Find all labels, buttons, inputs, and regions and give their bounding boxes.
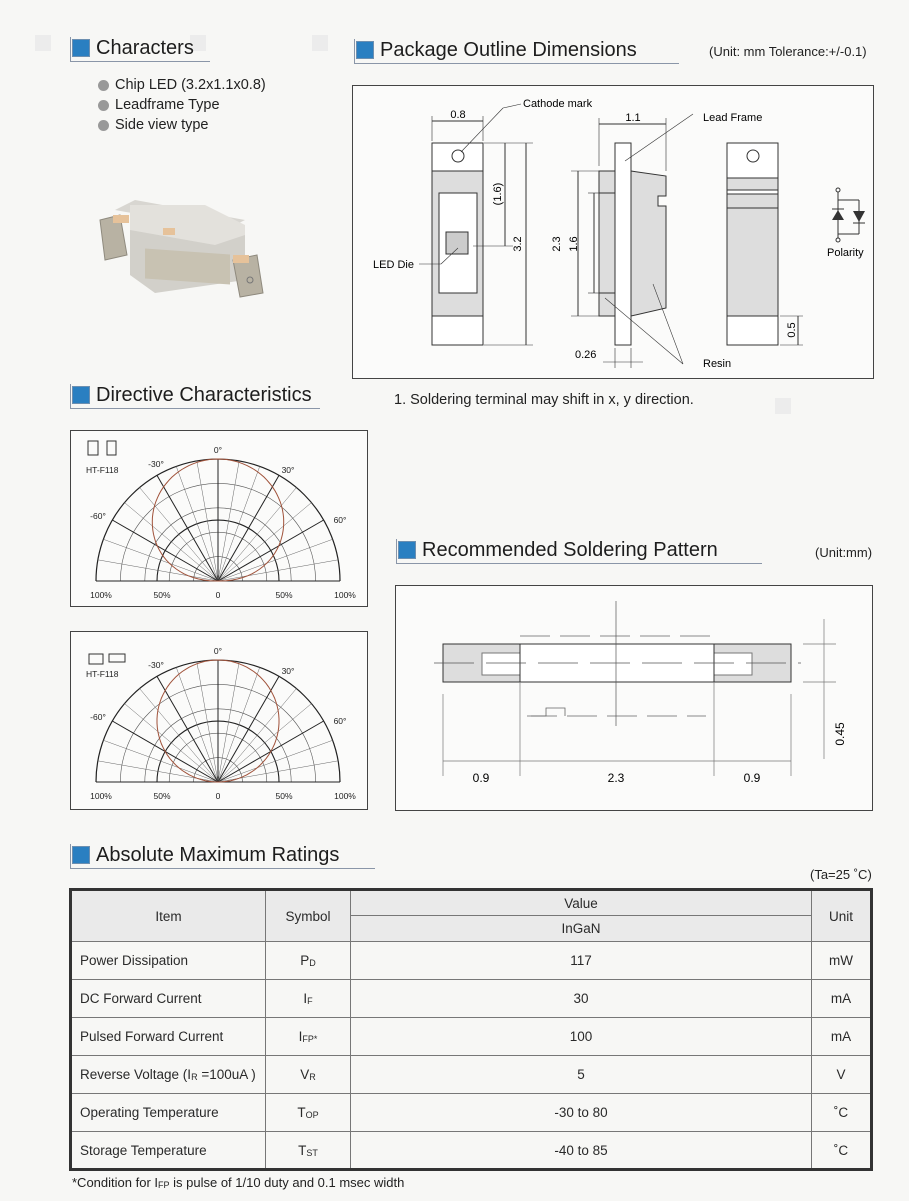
back-view [727,143,803,345]
table-row [71,1018,872,1056]
bullet-icon [98,100,109,111]
cell-item: Reverse Voltage (IR =100uA ) [71,1056,266,1094]
cell-value: 30 [351,980,812,1018]
polarity-label: Polarity [827,247,864,259]
dim-right-pad: 0.9 [743,771,761,785]
package-note: 1. Soldering terminal may shift in x, y direction. [394,392,694,408]
header-value-material: InGaN [351,916,812,942]
soldering-heading: Recommended Soldering Pattern [396,538,762,564]
radial-label: 100% [90,791,112,801]
dim-left-pad: 0.9 [472,771,490,785]
cell-symbol: IF [266,980,351,1018]
radial-label: 0 [215,791,221,801]
soldering-unit-note: (Unit:mm) [815,545,873,560]
header-item: Item [71,890,266,942]
section-marker-icon [398,541,416,559]
header-value: Value [351,890,812,916]
dim-pad-height: 0.45 [833,722,847,746]
ratings-footnote: *Condition for IFP is pulse of 1/10 duty and 0.1 msec width [72,1175,405,1190]
led-side-view-icon [107,441,116,455]
dim-inner-height: 1.6 [568,236,580,252]
package-outline-heading: Package Outline Dimensions [354,38,679,64]
angle-label: -60° [90,712,106,722]
angle-label: 30° [281,666,295,676]
directive-chart-2 [70,631,368,810]
led-top-view-icon [89,654,103,664]
radiation-pattern-chart [71,431,367,606]
cell-symbol: IFP* [266,1018,351,1056]
cell-unit: ˚C [812,1094,872,1132]
dim-resin-height: 2.3 [551,236,563,252]
radiation-pattern-chart [71,632,367,809]
background-mark [312,35,328,51]
dim-center: 2.3 [607,771,625,785]
cell-value: -30 to 80 [351,1094,812,1132]
radial-label: 100% [334,791,356,801]
radial-label: 100% [90,590,112,600]
cell-symbol: TOP [266,1094,351,1132]
angle-label: -30° [148,660,164,670]
dim-terminal-height: 0.5 [786,322,798,338]
section-marker-icon [72,386,90,404]
radial-label: 100% [334,590,356,600]
diode-icon [832,210,844,220]
dim-length: 3.2 [512,236,524,252]
radial-label: 0 [215,590,221,600]
cell-symbol: TST [266,1132,351,1170]
led-die-label: LED Die [373,259,414,271]
bullet-icon [98,120,109,131]
cell-value: 5 [351,1056,812,1094]
cell-unit: V [812,1056,872,1094]
radial-label: 50% [275,590,293,600]
zener-diode-icon [853,211,865,222]
angle-label: 30° [281,465,295,475]
characters-bullet: Chip LED (3.2x1.1x0.8) [98,75,266,95]
angle-label: -60° [90,511,106,521]
directive-heading: Directive Characteristics [70,383,320,409]
cathode-mark-label: Cathode mark [523,98,593,110]
soldering-drawing-frame [395,585,873,811]
cell-value: 117 [351,942,812,980]
cell-item: Operating Temperature [71,1094,266,1132]
cell-symbol: PD [266,942,351,980]
characters-heading: Characters [70,36,210,62]
characters-bullet: Side view type [98,115,266,135]
bullet-icon [98,80,109,91]
ratings-heading: Absolute Maximum Ratings [70,843,375,869]
dim-die-offset: (1.6) [492,182,504,206]
angle-label: 0° [213,646,223,656]
directive-chart-1 [70,430,368,607]
cell-item: DC Forward Current [71,980,266,1018]
soldering-pattern-drawing [396,586,872,810]
cell-item: Pulsed Forward Current [71,1018,266,1056]
table-row [71,980,872,1018]
cell-unit: ˚C [812,1132,872,1170]
radial-label: 50% [275,791,293,801]
cell-value: -40 to 85 [351,1132,812,1170]
table-row [71,1056,872,1094]
lead-frame-label: Lead Frame [703,112,763,124]
radial-label: 50% [153,590,171,600]
angle-label: 60° [333,515,347,525]
header-unit: Unit [812,890,872,942]
resin-label: Resin [703,358,732,370]
section-marker-icon [72,846,90,864]
angle-label: -30° [148,459,164,469]
angle-label: 60° [333,716,347,726]
header-symbol: Symbol [266,890,351,942]
dim-width-front: 0.8 [450,109,466,121]
ratings-condition: (Ta=25 ˚C) [810,867,872,882]
characters-bullet: Leadframe Type [98,95,266,115]
package-unit-note: (Unit: mm Tolerance:+/-0.1) [709,44,867,59]
ratings-table [69,888,873,1171]
background-mark [35,35,51,51]
cell-symbol: VR [266,1056,351,1094]
table-row [71,1094,872,1132]
radial-label: 50% [153,791,171,801]
polarity-symbol [827,188,865,259]
front-view [373,98,593,345]
led-side-view-icon [109,654,125,662]
cell-item: Power Dissipation [71,942,266,980]
table-row [71,942,872,980]
cell-unit: mW [812,942,872,980]
led-top-view-icon [88,441,98,455]
section-marker-icon [72,39,90,57]
cell-item: Storage Temperature [71,1132,266,1170]
dim-depth: 1.1 [625,112,641,124]
package-outline-drawing [353,86,873,378]
package-drawing-frame [352,85,874,379]
cell-unit: mA [812,980,872,1018]
angle-label: 0° [213,445,223,455]
model-label: HT-F118 [86,465,119,475]
table-row [71,1132,872,1170]
led-product-photo [95,185,270,305]
section-marker-icon [356,41,374,59]
dim-frame-thickness: 0.26 [575,349,597,361]
cell-value: 100 [351,1018,812,1056]
characters-list [98,75,266,135]
model-label: HT-F118 [86,669,119,679]
background-mark [775,398,791,414]
cell-unit: mA [812,1018,872,1056]
